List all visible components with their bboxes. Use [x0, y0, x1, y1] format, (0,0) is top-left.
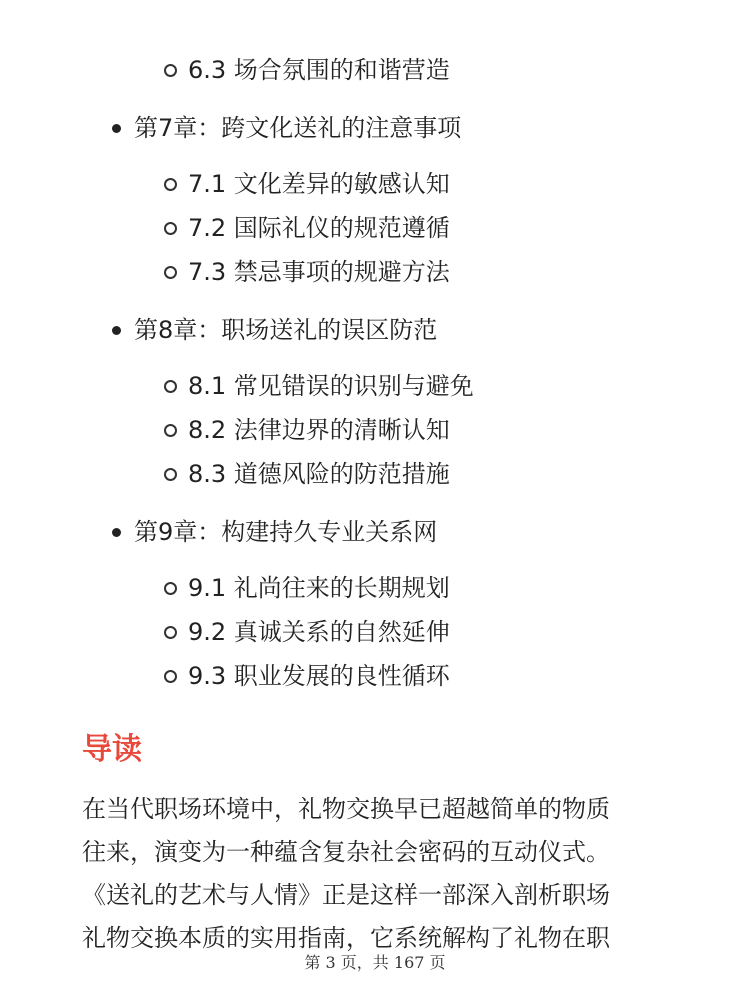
toc-section-label: 7.3 禁忌事项的规避方法 [188, 258, 450, 286]
disc-bullet-icon [112, 124, 121, 133]
toc-section-label: 7.2 国际礼仪的规范遵循 [188, 214, 450, 242]
circle-bullet-icon [164, 582, 177, 595]
circle-bullet-icon [164, 424, 177, 437]
toc-chapter-label: 第9章：构建持久专业关系网 [134, 518, 438, 546]
circle-bullet-icon [164, 266, 177, 279]
intro-paragraph-line: 在当代职场环境中，礼物交换早已超越简单的物质 [82, 795, 610, 823]
toc-section-label: 9.3 职业发展的良性循环 [188, 662, 450, 690]
toc-section-label: 7.1 文化差异的敏感认知 [188, 170, 450, 198]
intro-heading: 导读 [82, 732, 142, 767]
toc-section-label: 8.3 道德风险的防范措施 [188, 460, 450, 488]
disc-bullet-icon [112, 528, 121, 537]
toc-section-label: 6.3 场合氛围的和谐营造 [188, 56, 450, 84]
circle-bullet-icon [164, 670, 177, 683]
toc-chapter-label: 第8章：职场送礼的误区防范 [134, 316, 438, 344]
intro-paragraph [82, 788, 682, 960]
circle-bullet-icon [164, 380, 177, 393]
circle-bullet-icon [164, 468, 177, 481]
circle-bullet-icon [164, 178, 177, 191]
intro-paragraph-line: 往来，演变为一种蕴含复杂社会密码的互动仪式。 [82, 838, 610, 866]
toc-section-label: 9.2 真诚关系的自然延伸 [188, 618, 450, 646]
toc-section-label: 8.1 常见错误的识别与避免 [188, 372, 474, 400]
intro-paragraph-line: 《送礼的艺术与人情》正是这样一部深入剖析职场 [82, 881, 610, 909]
circle-bullet-icon [164, 64, 177, 77]
circle-bullet-icon [164, 626, 177, 639]
toc-chapter-label: 第7章：跨文化送礼的注意事项 [134, 114, 462, 142]
intro-paragraph-line: 礼物交换本质的实用指南，它系统解构了礼物在职 [82, 924, 610, 952]
toc-section-label: 9.1 礼尚往来的长期规划 [188, 574, 450, 602]
page-footer: 第 3 页，共 167 页 [304, 953, 446, 972]
toc-section-label: 8.2 法律边界的清晰认知 [188, 416, 450, 444]
circle-bullet-icon [164, 222, 177, 235]
disc-bullet-icon [112, 326, 121, 335]
